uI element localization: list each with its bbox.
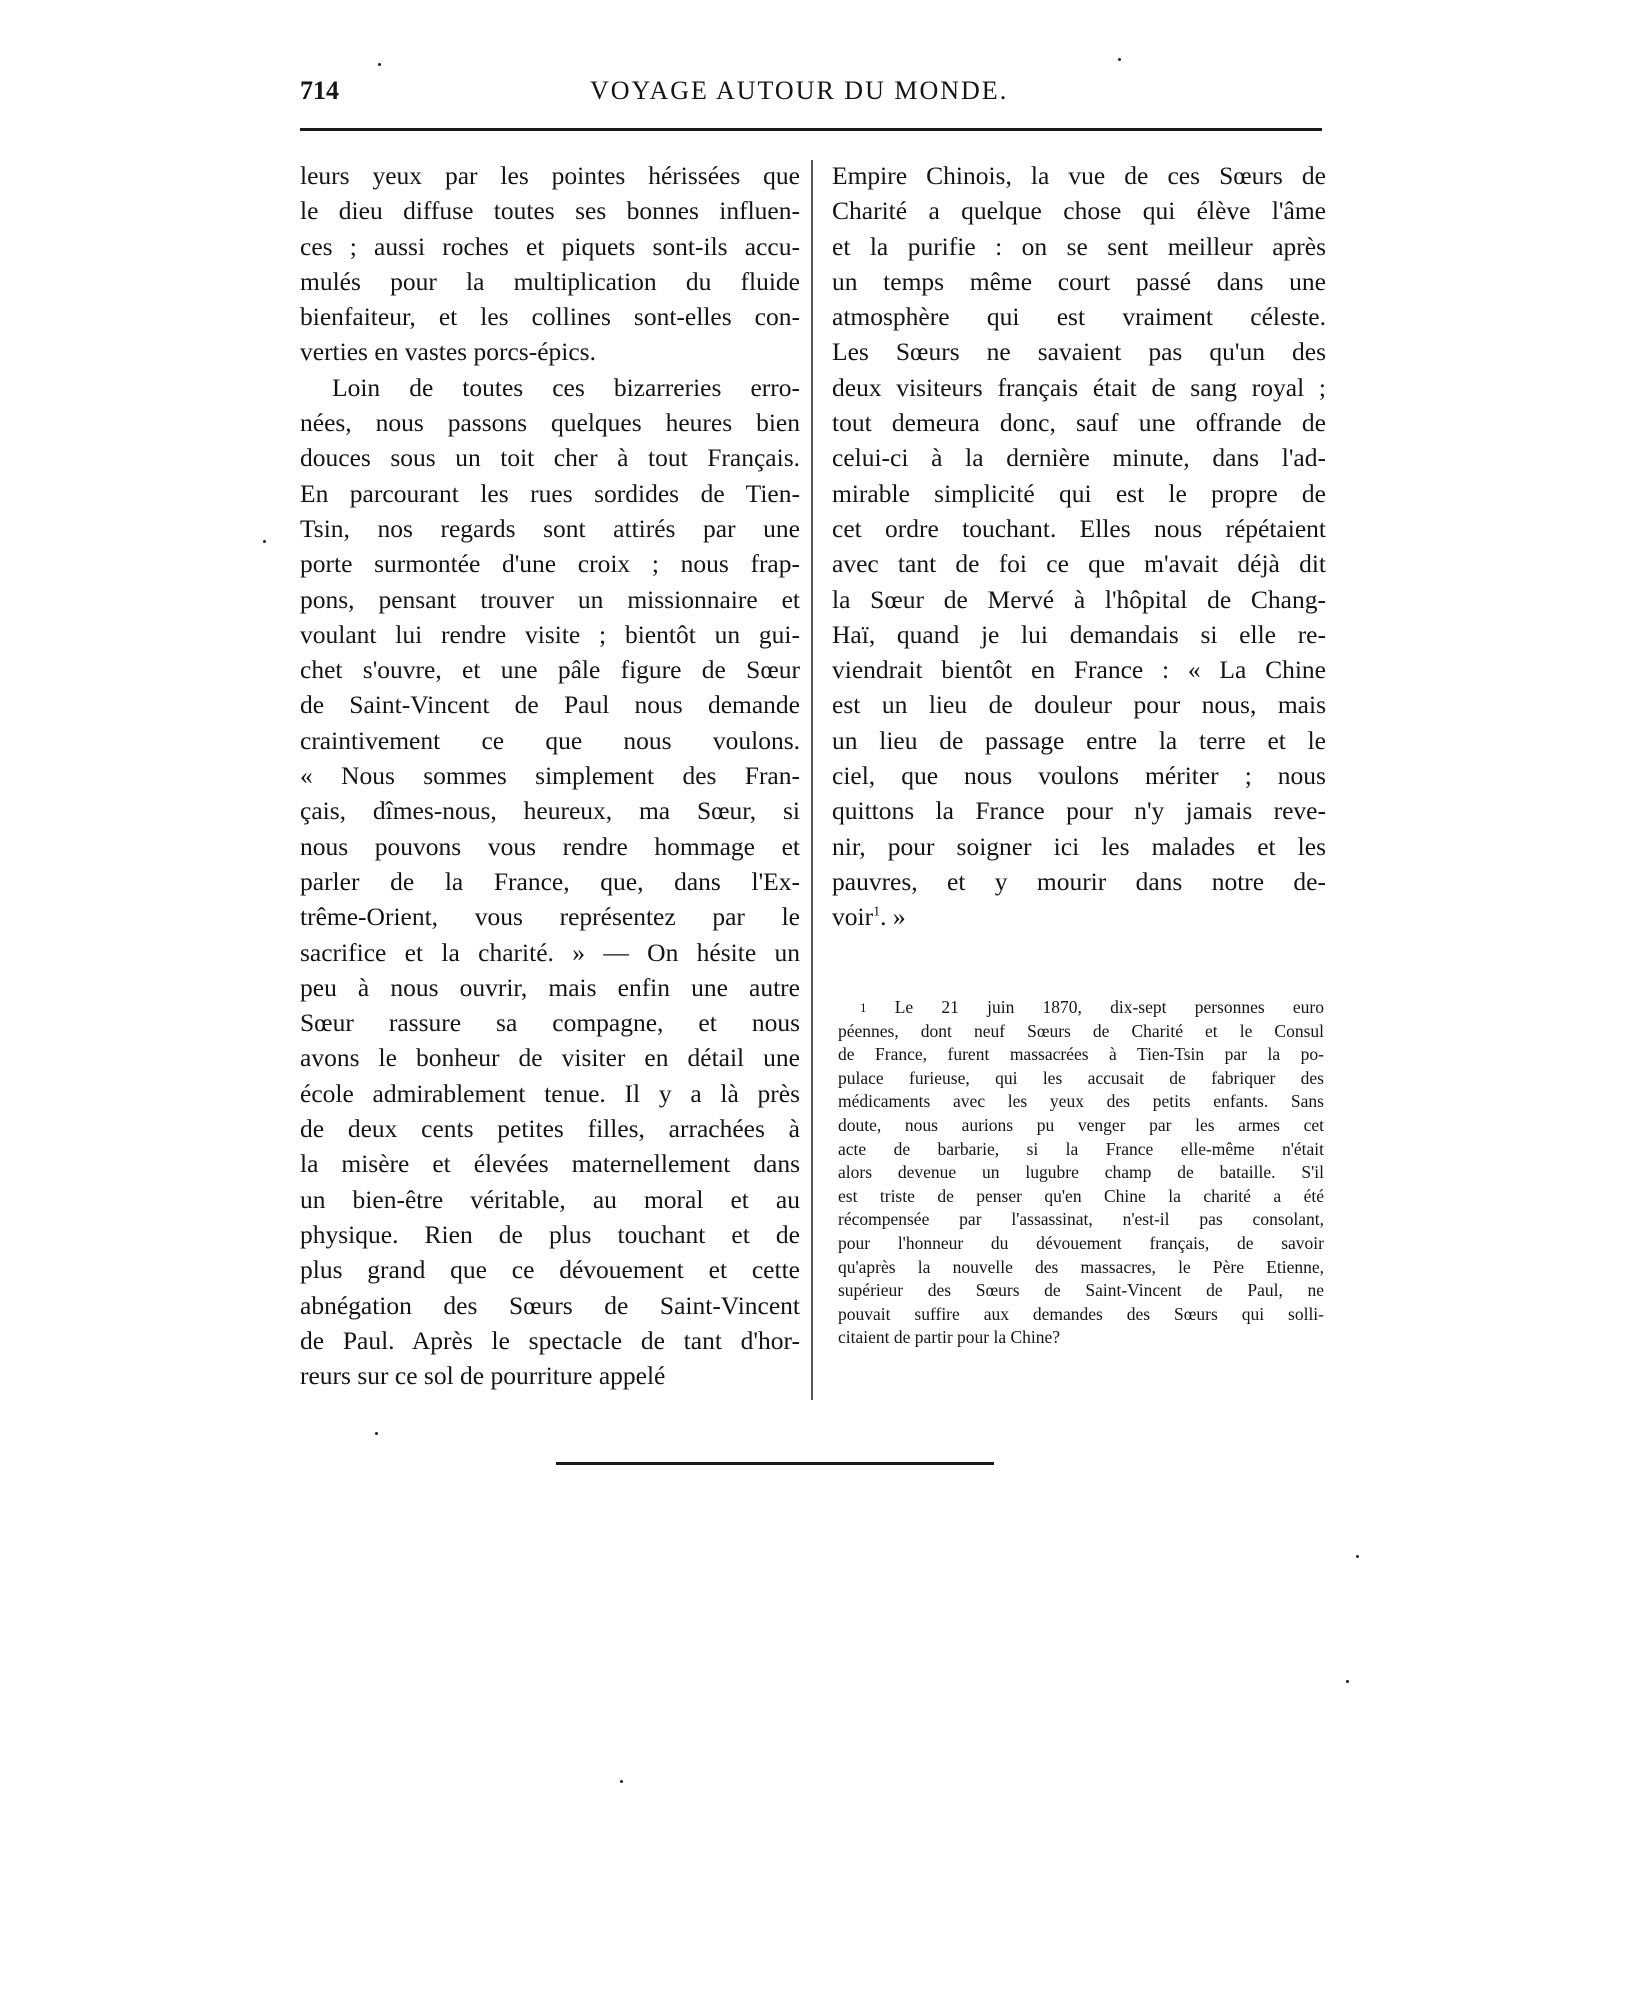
- footnote-line: acte de barbarie, si la France elle-même n'était: [838, 1138, 1324, 1159]
- scan-speck: [375, 1432, 378, 1435]
- text-line: ces ; aussi roches et piquets sont-ils accu-: [300, 231, 800, 261]
- text-line: voulant lui rendre visite ; bientôt un gui-: [300, 619, 800, 649]
- text-line: trême-Orient, vous représentez par le: [300, 902, 800, 932]
- scan-speck: [1346, 1680, 1349, 1683]
- footnote-line-text: Le 21 juin 1870, dix-sept personnes euro: [866, 997, 1324, 1017]
- text-line: douces sous un toit cher à tout Français.: [300, 443, 800, 473]
- text-line: Empire Chinois, la vue de ces Sœurs de: [832, 161, 1326, 190]
- text-line: la Sœur de Mervé à l'hôpital de Chang-: [832, 584, 1326, 614]
- text-line: abnégation des Sœurs de Saint-Vincent: [300, 1290, 800, 1320]
- scan-speck: [378, 63, 381, 66]
- footnote-line: médicaments avec les yeux des petits enfants. Sans: [838, 1091, 1324, 1112]
- header-rule: [300, 128, 1322, 131]
- running-title: VOYAGE AUTOUR DU MONDE.: [590, 76, 1009, 105]
- text-line: reurs sur ce sol de pourriture appelé: [300, 1361, 666, 1391]
- footnote-line: pouvait suffire aux demandes des Sœurs qui solli-: [838, 1303, 1324, 1324]
- text-line: le dieu diffuse toutes ses bonnes influen-: [300, 196, 800, 226]
- text-line: sacrifice et la charité. » — On hésite un: [300, 937, 800, 967]
- text-line: un lieu de passage entre la terre et le: [832, 725, 1326, 755]
- text-line: çais, dîmes-nous, heureux, ma Sœur, si: [300, 796, 800, 826]
- text-line: cet ordre touchant. Elles nous répétaient: [832, 513, 1326, 543]
- footnote: [838, 996, 1324, 1350]
- text-line: En parcourant les rues sordides de Tien-: [300, 478, 800, 508]
- text-line: de Paul. Après le spectacle de tant d'hor-: [300, 1325, 800, 1355]
- text-line: école admirablement tenue. Il y a là près: [300, 1078, 800, 1108]
- text-line: la misère et élevées maternellement dans: [300, 1149, 800, 1179]
- footnote-line: récompensée par l'assassinat, n'est-il pas consolant,: [838, 1209, 1324, 1230]
- text-line: un temps même court passé dans une: [832, 266, 1326, 296]
- footnote-line: alors devenue un lugubre champ de bataille. S'il: [838, 1162, 1324, 1183]
- text-line: [832, 899, 1326, 934]
- footnote-line: supérieur des Sœurs de Saint-Vincent de Paul, ne: [838, 1280, 1324, 1301]
- footnote-line: de France, furent massacrées à Tien-Tsin par la po-: [838, 1044, 1324, 1065]
- scan-speck: [1118, 58, 1121, 61]
- footnote-line: pour l'honneur du dévouement français, de savoir: [838, 1232, 1324, 1253]
- text-line: porte surmontée d'une croix ; nous frap-: [300, 549, 800, 579]
- text-line: Les Sœurs ne savaient pas qu'un des: [832, 337, 1326, 367]
- text-line: Sœur rassure sa compagne, et nous: [300, 1008, 800, 1038]
- text-line: Haï, quand je lui demandais si elle re-: [832, 619, 1326, 649]
- end-rule: [556, 1462, 994, 1465]
- text-line: avons le bonheur de visiter en détail une: [300, 1043, 800, 1073]
- text-line: verties en vastes porcs-épics.: [300, 337, 596, 367]
- scan-speck: [1356, 1555, 1359, 1558]
- text-line: quittons la France pour n'y jamais reve-: [832, 796, 1326, 826]
- text-line: atmosphère qui est vraiment céleste.: [832, 302, 1326, 332]
- text-line: viendrait bientôt en France : « La Chine: [832, 655, 1326, 685]
- footnote-line: citaient de partir pour la Chine?: [838, 1327, 1061, 1348]
- text-line: et la purifie : on se sent meilleur après: [832, 231, 1326, 261]
- text-line: chet s'ouvre, et une pâle figure de Sœur: [300, 655, 800, 685]
- right-column: [832, 158, 1326, 935]
- scan-speck: [620, 1780, 623, 1783]
- text-line-content: voir: [832, 902, 874, 932]
- text-line: leurs yeux par les pointes hérissées que: [300, 161, 800, 190]
- text-line: celui-ci à la dernière minute, dans l'ad-: [832, 443, 1326, 473]
- closing-quote: . »: [880, 902, 906, 932]
- text-line: pauvres, et y mourir dans notre de-: [832, 866, 1326, 896]
- text-line: ciel, que nous voulons mériter ; nous: [832, 761, 1326, 791]
- text-line: de Saint-Vincent de Paul nous demande: [300, 690, 800, 720]
- text-line: mirable simplicité qui est le propre de: [832, 478, 1326, 508]
- footnote-marker: 1: [860, 1000, 867, 1015]
- text-line: nous pouvons vous rendre hommage et: [300, 831, 800, 861]
- text-line: un bien-être véritable, au moral et au: [300, 1184, 800, 1214]
- text-line: parler de la France, que, dans l'Ex-: [300, 866, 800, 896]
- footnote-line: pulace furieuse, qui les accusait de fabriquer des: [838, 1067, 1324, 1088]
- text-line: Loin de toutes ces bizarreries erro-: [332, 372, 800, 402]
- text-line: tout demeura donc, sauf une offrande de: [832, 408, 1326, 438]
- text-line: craintivement ce que nous voulons.: [300, 725, 800, 755]
- footnote-line: péennes, dont neuf Sœurs de Charité et le Consul: [838, 1020, 1324, 1041]
- text-line: pons, pensant trouver un missionnaire et: [300, 584, 800, 614]
- scan-speck: [263, 540, 266, 543]
- text-line: avec tant de foi ce que m'avait déjà dit: [832, 549, 1326, 579]
- text-line: mulés pour la multiplication du fluide: [300, 266, 800, 296]
- left-column: [300, 158, 800, 1393]
- text-line: bienfaiteur, et les collines sont-elles con-: [300, 302, 800, 332]
- footnote-line: doute, nous aurions pu venger par les armes cet: [838, 1114, 1324, 1135]
- text-line: de deux cents petites filles, arrachées à: [300, 1114, 800, 1144]
- text-line: est un lieu de douleur pour nous, mais: [832, 690, 1326, 720]
- footnote-line: [838, 996, 1324, 1020]
- text-line: peu à nous ouvrir, mais enfin une autre: [300, 972, 800, 1002]
- page-number: 714: [300, 76, 339, 105]
- footnote-reference[interactable]: 1: [873, 904, 881, 920]
- text-line: Tsin, nos regards sont attirés par une: [300, 513, 800, 543]
- text-line: nir, pour soigner ici les malades et les: [832, 831, 1326, 861]
- text-line: deux visiteurs français était de sang royal ;: [832, 372, 1326, 402]
- column-separator: [811, 160, 813, 1400]
- text-line: Charité a quelque chose qui élève l'âme: [832, 196, 1326, 226]
- footnote-line: est triste de penser qu'en Chine la charité a été: [838, 1185, 1324, 1206]
- text-line: plus grand que ce dévouement et cette: [300, 1255, 800, 1285]
- footnote-line: qu'après la nouvelle des massacres, le Père Etienne,: [838, 1256, 1324, 1277]
- text-line: nées, nous passons quelques heures bien: [300, 408, 800, 438]
- text-line: physique. Rien de plus touchant et de: [300, 1219, 800, 1249]
- text-line: « Nous sommes simplement des Fran-: [300, 761, 800, 791]
